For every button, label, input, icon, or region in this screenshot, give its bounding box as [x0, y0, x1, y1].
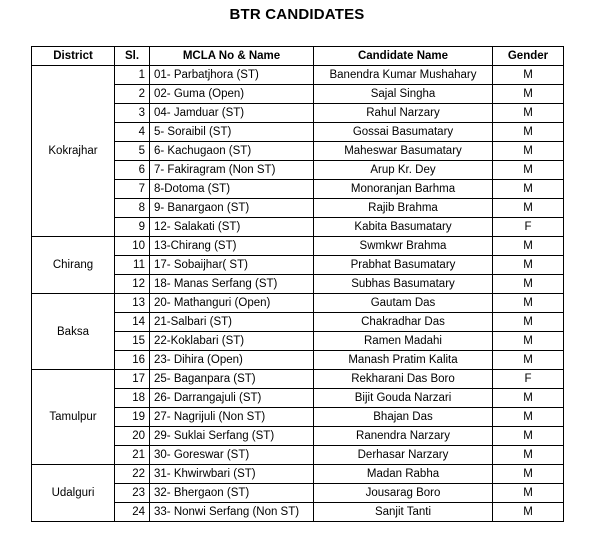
page-title: BTR CANDIDATES	[229, 6, 365, 23]
table-row	[32, 370, 564, 389]
candidate-cell: Ramen Madahi	[314, 332, 493, 351]
table-row	[32, 465, 564, 484]
mcla-cell: 31- Khwirwbari (ST)	[150, 465, 314, 484]
mcla-cell: 26- Darrangajuli (ST)	[150, 389, 314, 408]
candidate-cell: Ranendra Narzary	[314, 427, 493, 446]
candidate-cell: Gossai Basumatary	[314, 123, 493, 142]
sl-cell: 21	[115, 446, 150, 465]
district-cell: Kokrajhar	[32, 66, 115, 237]
candidate-cell: Swmkwr Brahma	[314, 237, 493, 256]
gender-cell: M	[493, 351, 564, 370]
gender-cell: M	[493, 465, 564, 484]
sl-cell: 14	[115, 313, 150, 332]
district-cell: Chirang	[32, 237, 115, 294]
sl-cell: 8	[115, 199, 150, 218]
header-district: District	[32, 47, 115, 66]
gender-cell: M	[493, 313, 564, 332]
candidate-cell: Maheswar Basumatary	[314, 142, 493, 161]
candidate-cell: Manash Pratim Kalita	[314, 351, 493, 370]
gender-cell: M	[493, 332, 564, 351]
mcla-cell: 04- Jamduar (ST)	[150, 104, 314, 123]
sl-cell: 17	[115, 370, 150, 389]
district-cell: Tamulpur	[32, 370, 115, 465]
gender-cell: M	[493, 199, 564, 218]
mcla-cell: 6- Kachugaon (ST)	[150, 142, 314, 161]
mcla-cell: 02- Guma (Open)	[150, 85, 314, 104]
sl-cell: 23	[115, 484, 150, 503]
district-cell: Baksa	[32, 294, 115, 370]
candidate-cell: Bijit Gouda Narzari	[314, 389, 493, 408]
sl-cell: 18	[115, 389, 150, 408]
district-cell: Udalguri	[32, 465, 115, 522]
gender-cell: M	[493, 408, 564, 427]
candidate-cell: Bhajan Das	[314, 408, 493, 427]
mcla-cell: 27- Nagrijuli (Non ST)	[150, 408, 314, 427]
sl-cell: 2	[115, 85, 150, 104]
candidate-cell: Rekharani Das Boro	[314, 370, 493, 389]
gender-cell: F	[493, 218, 564, 237]
mcla-cell: 32- Bhergaon (ST)	[150, 484, 314, 503]
sl-cell: 5	[115, 142, 150, 161]
mcla-cell: 5- Soraibil (ST)	[150, 123, 314, 142]
gender-cell: M	[493, 275, 564, 294]
mcla-cell: 29- Suklai Serfang (ST)	[150, 427, 314, 446]
table-row	[32, 294, 564, 313]
gender-cell: M	[493, 142, 564, 161]
sl-cell: 4	[115, 123, 150, 142]
header-mcla: MCLA No & Name	[150, 47, 314, 66]
mcla-cell: 12- Salakati (ST)	[150, 218, 314, 237]
sl-cell: 11	[115, 256, 150, 275]
candidate-cell: Subhas Basumatary	[314, 275, 493, 294]
candidate-cell: Gautam Das	[314, 294, 493, 313]
sl-cell: 19	[115, 408, 150, 427]
gender-cell: M	[493, 446, 564, 465]
sl-cell: 10	[115, 237, 150, 256]
candidate-cell: Sajal Singha	[314, 85, 493, 104]
mcla-cell: 13-Chirang (ST)	[150, 237, 314, 256]
header-row	[32, 47, 564, 66]
sl-cell: 6	[115, 161, 150, 180]
gender-cell: F	[493, 370, 564, 389]
gender-cell: M	[493, 484, 564, 503]
sl-cell: 7	[115, 180, 150, 199]
mcla-cell: 01- Parbatjhora (ST)	[150, 66, 314, 85]
candidate-cell: Arup Kr. Dey	[314, 161, 493, 180]
mcla-cell: 25- Baganpara (ST)	[150, 370, 314, 389]
gender-cell: M	[493, 256, 564, 275]
mcla-cell: 8-Dotoma (ST)	[150, 180, 314, 199]
candidates-table	[31, 46, 564, 522]
candidate-cell: Prabhat Basumatary	[314, 256, 493, 275]
candidate-cell: Derhasar Narzary	[314, 446, 493, 465]
sl-cell: 3	[115, 104, 150, 123]
candidate-cell: Rahul Narzary	[314, 104, 493, 123]
sl-cell: 9	[115, 218, 150, 237]
sl-cell: 12	[115, 275, 150, 294]
gender-cell: M	[493, 66, 564, 85]
mcla-cell: 9- Banargaon (ST)	[150, 199, 314, 218]
sl-cell: 15	[115, 332, 150, 351]
gender-cell: M	[493, 237, 564, 256]
mcla-cell: 33- Nonwi Serfang (Non ST)	[150, 503, 314, 522]
mcla-cell: 18- Manas Serfang (ST)	[150, 275, 314, 294]
table-row	[32, 66, 564, 85]
gender-cell: M	[493, 180, 564, 199]
sl-cell: 20	[115, 427, 150, 446]
candidate-cell: Chakradhar Das	[314, 313, 493, 332]
sl-cell: 22	[115, 465, 150, 484]
mcla-cell: 30- Goreswar (ST)	[150, 446, 314, 465]
gender-cell: M	[493, 85, 564, 104]
sl-cell: 1	[115, 66, 150, 85]
sl-cell: 16	[115, 351, 150, 370]
mcla-cell: 20- Mathanguri (Open)	[150, 294, 314, 313]
header-candidate: Candidate Name	[314, 47, 493, 66]
header-gender: Gender	[493, 47, 564, 66]
header-sl: Sl.	[115, 47, 150, 66]
candidate-cell: Madan Rabha	[314, 465, 493, 484]
gender-cell: M	[493, 161, 564, 180]
gender-cell: M	[493, 104, 564, 123]
mcla-cell: 21-Salbari (ST)	[150, 313, 314, 332]
gender-cell: M	[493, 123, 564, 142]
candidate-cell: Monoranjan Barhma	[314, 180, 493, 199]
candidate-cell: Sanjit Tanti	[314, 503, 493, 522]
sl-cell: 24	[115, 503, 150, 522]
gender-cell: M	[493, 503, 564, 522]
candidate-cell: Kabita Basumatary	[314, 218, 493, 237]
mcla-cell: 17- Sobaijhar( ST)	[150, 256, 314, 275]
mcla-cell: 23- Dihira (Open)	[150, 351, 314, 370]
mcla-cell: 22-Koklabari (ST)	[150, 332, 314, 351]
table-row	[32, 237, 564, 256]
candidate-cell: Jousarag Boro	[314, 484, 493, 503]
mcla-cell: 7- Fakiragram (Non ST)	[150, 161, 314, 180]
gender-cell: M	[493, 389, 564, 408]
candidate-cell: Banendra Kumar Mushahary	[314, 66, 493, 85]
gender-cell: M	[493, 427, 564, 446]
candidate-cell: Rajib Brahma	[314, 199, 493, 218]
sl-cell: 13	[115, 294, 150, 313]
gender-cell: M	[493, 294, 564, 313]
table-body	[32, 66, 564, 522]
